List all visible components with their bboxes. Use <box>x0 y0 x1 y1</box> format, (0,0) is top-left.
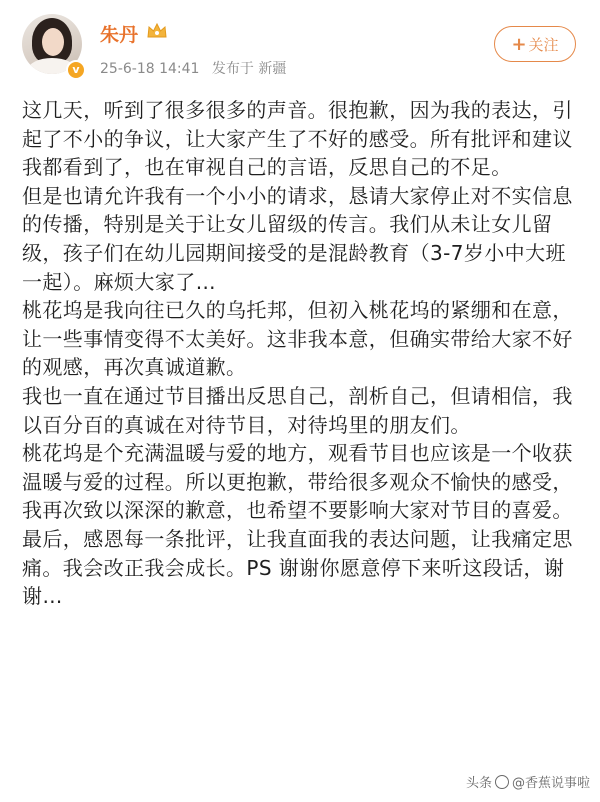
paragraph: 但是也请允许我有一个小小的请求，恳请大家停止对不实信息的传播，特别是关于让女儿留级的传言。我们从未让女儿留级，孩子们在幼儿园期间接受的是混龄教育（3-7岁小中大班一起）。麻烦大家了… <box>22 183 573 294</box>
post-source: 发布于 新疆 <box>211 61 287 77</box>
post-meta <box>100 58 294 78</box>
watermark-logo-icon <box>495 775 509 789</box>
follow-button[interactable] <box>494 26 576 62</box>
watermark-account: @香蕉说事啦 <box>511 776 590 791</box>
paragraph: 桃花坞是个充满温暖与爱的地方，观看节目也应该是一个收获温暖与爱的过程。所以更抱歉，带给很多观众不愉快的感受，我再次致以深深的歉意，也希望不要影响大家对节目的喜爱。 <box>22 441 573 523</box>
watermark-prefix: 头条 <box>465 776 492 791</box>
paragraph: 桃花坞是我向往已久的乌托邦，但初入桃花坞的紧绷和在意，让一些事情变得不太美好。这非我本意，但确实带给大家不好的观感，再次真诚道歉。 <box>22 298 573 380</box>
paragraph: 这几天，听到了很多很多的声音。很抱歉，因为我的表达，引起了不小的争议，让大家产生了不好的感受。所有批评和建议我都看到了，也在审视自己的言语，反思自己的不足。 <box>22 98 573 180</box>
crown-icon <box>146 22 168 40</box>
paragraph: 我也一直在通过节目播出反思自己，剖析自己，但请相信，我以百分百的真诚在对待节目，对待坞里的朋友们。 <box>22 383 573 437</box>
post-content <box>22 96 582 611</box>
author-name[interactable]: 朱丹 <box>100 24 139 46</box>
watermark <box>466 772 590 791</box>
plus-icon: + <box>511 33 527 55</box>
follow-label: 关注 <box>528 35 559 54</box>
post-date: 25-6-18 14:41 <box>100 61 200 77</box>
post-header <box>0 0 600 92</box>
avatar-face <box>42 28 64 56</box>
verified-badge-icon: v <box>66 60 86 80</box>
paragraph: 最后，感恩每一条批评，让我直面我的表达问题，让我痛定思痛。我会改正我会成长。PS 谢谢你愿意停下来听这段话，谢谢… <box>22 526 573 609</box>
